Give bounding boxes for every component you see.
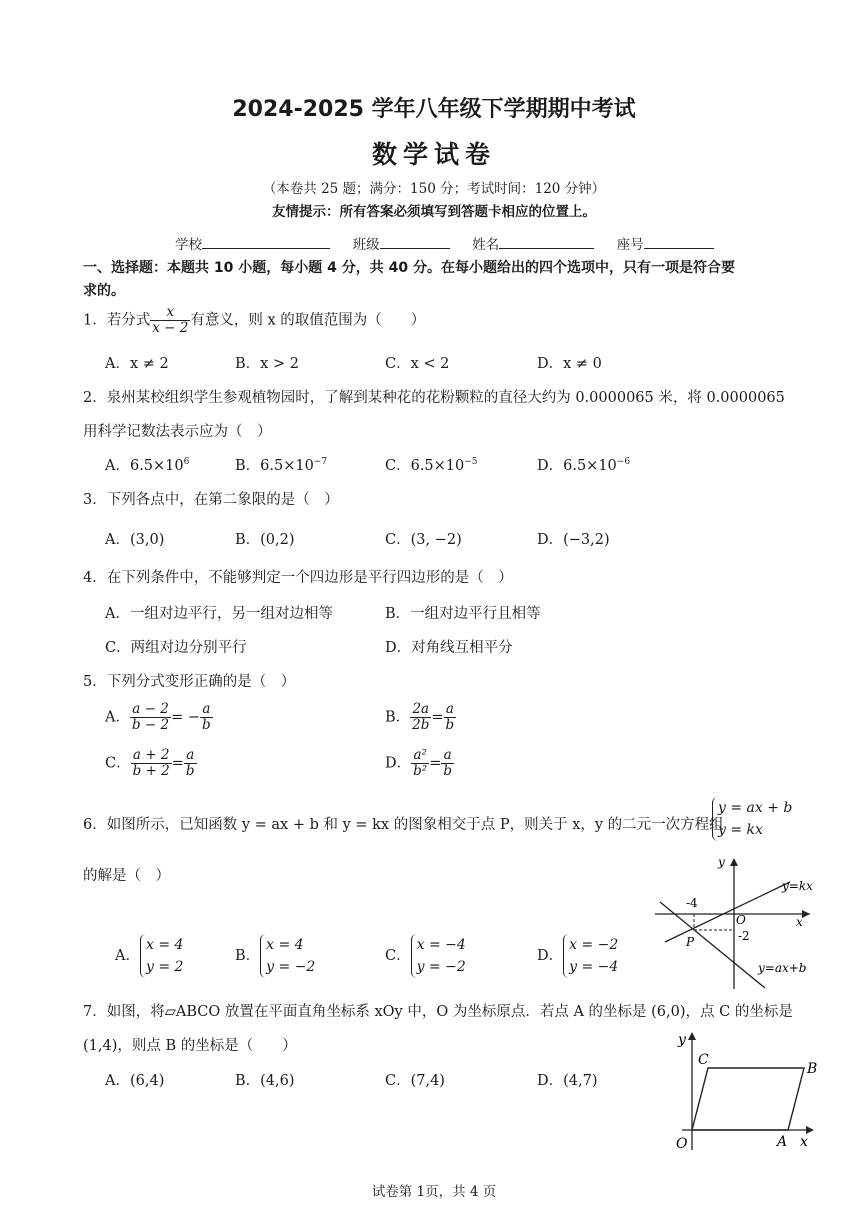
q7-option-a[interactable]: A．(6,4)	[105, 1073, 165, 1089]
q6-c-r2: y = −2	[416, 959, 466, 975]
q5-d-right	[441, 748, 454, 779]
section-heading-line2: 求的。	[83, 283, 125, 299]
q6-c-r1: x = −4	[416, 937, 466, 953]
q1-option-a[interactable]: A．x ≠ 2	[105, 356, 169, 372]
q1-option-d[interactable]: D．x ≠ 0	[537, 356, 602, 372]
question-7-line1: 7．如图，将▱ABCO 放置在平面直角坐标系 xOy 中，O 为坐标原点．若点 A 的坐标是 (6,0)，点 C 的坐标是	[83, 1004, 793, 1020]
q7-y-arrow	[688, 1032, 696, 1040]
q5-a-rd: b	[202, 717, 211, 733]
q5-b-left	[410, 702, 431, 733]
q6-a-label: A．	[115, 948, 140, 964]
q5-b-label: B．	[385, 709, 411, 726]
q3-option-b[interactable]: B．(0,2)	[235, 532, 295, 548]
q5-a-eq: = −	[171, 709, 201, 726]
q6-x-arrow	[802, 910, 810, 918]
field-class-label: 班级	[352, 237, 380, 253]
q4-option-d[interactable]: D．对角线互相平分	[385, 640, 513, 656]
q5-c-right	[184, 748, 197, 779]
q5-b-right	[444, 702, 457, 733]
q2-c-label: C．6.5×10	[385, 458, 465, 474]
q6-option-c[interactable]	[385, 934, 466, 978]
q6-y-arrow	[730, 858, 738, 866]
q6-d-r1: x = −2	[569, 937, 619, 953]
q5-option-b[interactable]	[385, 702, 456, 733]
q5-option-a[interactable]	[105, 702, 213, 733]
q6-sys-row2: y = kx	[718, 822, 763, 838]
q5-option-c[interactable]	[105, 748, 197, 779]
field-seat-label: 座号	[616, 237, 644, 253]
q6-label-p: P	[686, 935, 695, 949]
q5-d-label: D．	[385, 755, 412, 772]
student-info-row	[175, 233, 714, 253]
q7-x-arrow	[806, 1126, 814, 1134]
q6-label-axb: y=ax+b	[758, 961, 807, 975]
q7-option-d[interactable]: D．(4,7)	[537, 1073, 598, 1089]
exam-title: 2024-2025 学年八年级下学期期中考试	[232, 97, 636, 122]
q1-pre: 1．若分式	[83, 312, 151, 329]
question-5: 5．下列分式变形正确的是（ ）	[83, 674, 296, 690]
question-2-line1: 2．泉州某校组织学生参观植物园时，了解到某种花的花粉颗粒的直径大约为 0.0000065 米，将 0.0000065	[83, 390, 785, 406]
q6-label-y: y	[718, 855, 725, 869]
q2-d-label: D．6.5×10	[537, 458, 617, 474]
q2-option-b[interactable]	[235, 454, 327, 475]
q5-c-eq: =	[171, 755, 184, 772]
q7-parallelogram	[692, 1068, 804, 1130]
q5-d-left	[411, 748, 429, 779]
q6-a-r2: y = 2	[145, 959, 184, 975]
q6-label-o: O	[736, 913, 746, 927]
q1-option-b[interactable]: B．x > 2	[235, 356, 299, 372]
q7-label-x: x	[800, 1134, 808, 1150]
q6-d-r2: y = −4	[569, 959, 619, 975]
q7-label-o: O	[676, 1136, 688, 1152]
q6-figure	[650, 852, 820, 992]
q5-c-left	[131, 748, 172, 779]
q5-b-rn: a	[444, 702, 457, 718]
q5-option-d[interactable]	[385, 748, 454, 779]
q2-b-exp: −7	[313, 457, 328, 468]
q5-c-ld: b + 2	[132, 763, 170, 779]
q1-den: x − 2	[152, 320, 189, 336]
q5-a-right	[200, 702, 213, 733]
q5-b-eq: =	[431, 709, 444, 726]
q6-system	[712, 797, 792, 841]
q5-c-rn: a	[184, 748, 197, 764]
q2-a-exp: 6	[183, 457, 190, 468]
q7-option-c[interactable]: C．(7,4)	[385, 1073, 445, 1089]
field-name-label: 姓名	[472, 237, 500, 253]
q1-fraction	[150, 305, 190, 336]
q6-b-r2: y = −2	[266, 959, 316, 975]
question-7-line2: (1,4)，则点 B 的坐标是（ ）	[83, 1038, 297, 1054]
q7-label-a: A	[777, 1134, 788, 1150]
q5-a-ld: b − 2	[131, 717, 170, 733]
exam-tip: 友情提示：所有答案必须填写到答题卡相应的位置上。	[272, 204, 596, 220]
q2-a-label: A．6.5×10	[105, 458, 184, 474]
q5-d-eq: =	[429, 755, 442, 772]
q3-option-c[interactable]: C．(3, −2)	[385, 532, 462, 548]
exam-info: （本卷共 25 题；满分：150 分；考试时间：120 分钟）	[262, 181, 606, 197]
q5-a-label: A．	[105, 709, 130, 726]
q1-num: x	[150, 305, 190, 321]
q7-label-c: C	[698, 1052, 709, 1068]
q4-option-b[interactable]: B．一组对边平行且相等	[385, 606, 541, 622]
q5-c-ln: a + 2	[131, 748, 172, 764]
q6-label-x: x	[796, 915, 803, 929]
q6-label-m4: -4	[686, 896, 698, 910]
q5-a-left	[130, 702, 171, 733]
q5-d-ld: b²	[413, 763, 428, 779]
question-4: 4．在下列条件中，不能够判定一个四边形是平行四边形的是（ ）	[83, 570, 513, 586]
q6-option-d[interactable]	[537, 934, 618, 978]
q6-option-a[interactable]	[115, 934, 183, 978]
q5-b-rd: b	[445, 717, 455, 733]
q5-b-ld: 2b	[412, 717, 430, 733]
seat-blank[interactable]	[644, 234, 714, 249]
q2-option-c[interactable]	[385, 454, 478, 475]
exam-subtitle: 数学试卷	[371, 140, 496, 169]
q7-figure	[662, 1026, 822, 1154]
q4-option-a[interactable]: A．一组对边平行，另一组对边相等	[105, 606, 333, 622]
question-6: 6．如图所示，已知函数 y = ax + b 和 y = kx 的图象相交于点 P，则关于 x，y 的二元一次方程组	[83, 817, 724, 833]
q6-line-kx	[665, 882, 790, 942]
q5-d-rn: a	[441, 748, 454, 764]
q6-label-m2: -2	[738, 929, 750, 943]
school-blank[interactable]	[202, 234, 330, 249]
q3-option-a[interactable]: A．(3,0)	[105, 532, 165, 548]
q3-option-d[interactable]: D．(−3,2)	[537, 532, 610, 548]
q6-line-axb	[660, 902, 765, 988]
q1-option-c[interactable]: C．x < 2	[385, 356, 450, 372]
q6-c-label: C．	[385, 948, 411, 964]
q5-b-ln: 2a	[410, 702, 431, 718]
q6-b-r1: x = 4	[266, 937, 304, 953]
name-blank[interactable]	[499, 234, 594, 249]
section-heading-line1: 一、选择题：本题共 10 小题，每小题 4 分，共 40 分。在每小题给出的四个选项中，只有一项是符合要	[83, 260, 735, 276]
q2-option-d[interactable]	[537, 454, 630, 475]
q6-option-b[interactable]	[235, 934, 315, 978]
field-school-label: 学校	[175, 237, 202, 253]
q1-post: 有意义，则 x 的取值范围为（ ）	[190, 312, 426, 329]
q7-label-y: y	[678, 1032, 686, 1048]
q5-c-rd: b	[185, 763, 195, 779]
q6-a-r1: x = 4	[145, 937, 184, 953]
q2-d-exp: −6	[616, 457, 631, 468]
q2-c-exp: −5	[464, 457, 478, 468]
q4-option-c[interactable]: C．两组对边分别平行	[105, 640, 247, 656]
q5-d-rd: b	[443, 763, 453, 779]
question-1	[83, 305, 425, 336]
q6-b-label: B．	[235, 948, 261, 964]
question-3: 3．下列各点中，在第二象限的是（ ）	[83, 492, 339, 508]
q2-b-label: B．6.5×10	[235, 458, 314, 474]
page-footer: 试卷第 1页，共 4 页	[371, 1184, 497, 1200]
q5-d-ln: a²	[411, 748, 429, 764]
q5-a-ln: a − 2	[130, 702, 171, 718]
q5-a-rn: a	[200, 702, 213, 718]
question-6-line2: 的解是（ ）	[83, 868, 170, 884]
q5-c-label: C．	[105, 755, 131, 772]
q6-d-label: D．	[537, 948, 564, 964]
question-2-line2: 用科学记数法表示应为（ ）	[83, 424, 272, 440]
q6-label-kx: y=kx	[782, 879, 813, 893]
q7-option-b[interactable]: B．(4,6)	[235, 1073, 295, 1089]
q6-sys-row1: y = ax + b	[718, 800, 793, 816]
q7-label-b: B	[807, 1061, 818, 1077]
q2-option-a[interactable]	[105, 454, 189, 475]
class-blank[interactable]	[380, 234, 450, 249]
